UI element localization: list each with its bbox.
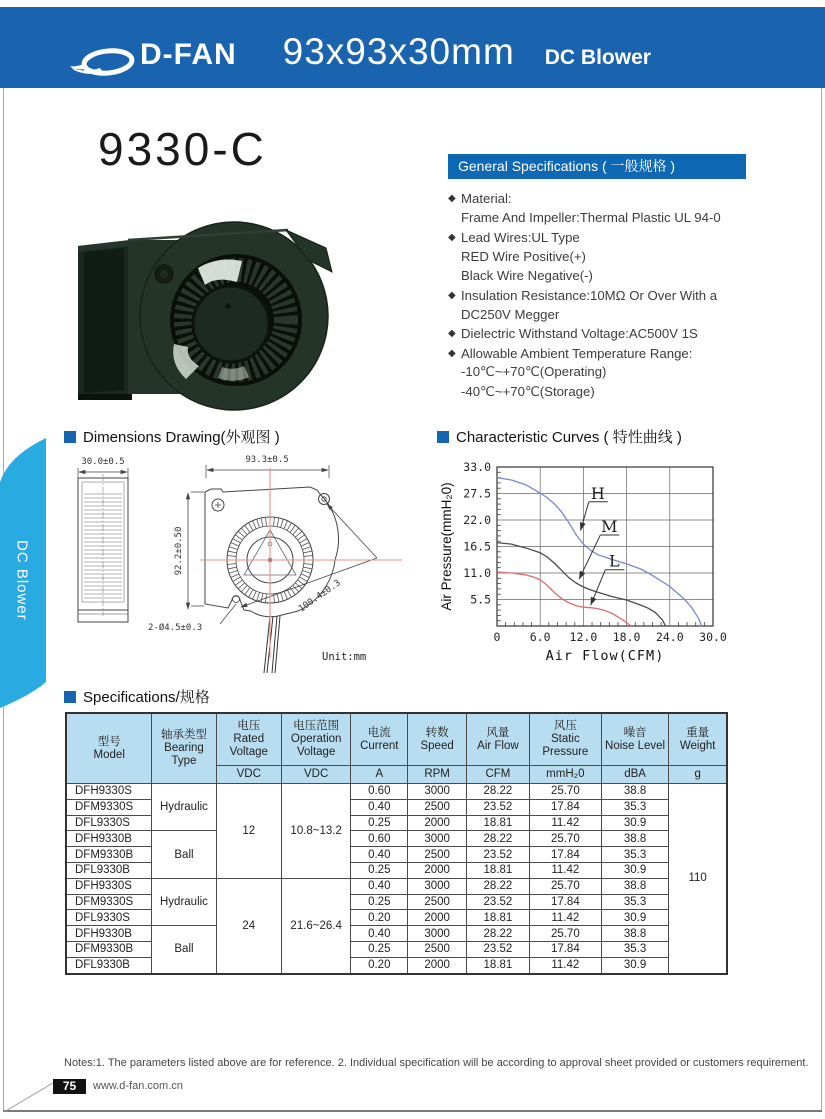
value-cell: 30.9 — [601, 815, 668, 831]
product-photo — [68, 186, 340, 416]
specifications-table — [65, 712, 728, 975]
value-cell: Hydraulic — [152, 784, 216, 831]
spec-line-text: Allowable Ambient Temperature Range: — [461, 345, 693, 361]
column-unit: VDC — [281, 766, 350, 784]
column-header: 风量 Air Flow — [467, 713, 530, 766]
spec-line-text: RED Wire Positive(+) — [461, 249, 586, 265]
value-cell: 25.70 — [529, 784, 601, 800]
column-unit: VDC — [216, 766, 281, 784]
spec-line — [448, 382, 820, 401]
value-cell: 2000 — [408, 815, 467, 831]
value-cell: 38.8 — [601, 878, 668, 894]
value-cell: Ball — [152, 926, 216, 974]
value-cell: 35.3 — [601, 894, 668, 910]
product-size: 93x93x30mm — [282, 31, 515, 72]
diamond-bullet-icon: ◆ — [448, 328, 456, 340]
spec-line — [448, 324, 820, 343]
value-cell: 28.22 — [467, 831, 530, 847]
model-cell: DFH9330S — [66, 878, 152, 894]
section-bullet-icon — [437, 431, 449, 443]
dim-front-width: 93.3±0.5 — [245, 455, 289, 465]
dim-diagonal: 100.4±0.3 — [297, 578, 343, 615]
x-axis-label: Air Flow(CFM) — [545, 648, 665, 664]
value-cell: 2500 — [408, 847, 467, 863]
curves-heading — [437, 426, 682, 447]
value-cell: 28.22 — [467, 926, 530, 942]
value-cell: 17.84 — [529, 799, 601, 815]
brand-name: D-FAN — [140, 38, 237, 71]
diamond-bullet-icon: ◆ — [448, 347, 456, 359]
diamond-bullet-icon: ◆ — [448, 289, 456, 301]
column-header: 转数 Speed — [408, 713, 467, 766]
dim-holes: 2-Ø4.5±0.3 — [148, 623, 203, 633]
diamond-bullet-icon: ◆ — [448, 193, 456, 205]
value-cell: 2500 — [408, 941, 467, 957]
specs-heading-label: Specifications/规格 — [83, 689, 210, 706]
column-unit: g — [669, 766, 727, 784]
value-cell: 0.40 — [351, 847, 408, 863]
value-cell: 25.70 — [529, 878, 601, 894]
value-cell: 3000 — [408, 831, 467, 847]
page-header — [0, 7, 825, 88]
characteristic-curves-chart — [437, 450, 825, 670]
page-border-bottom — [3, 1110, 822, 1112]
value-cell: 18.81 — [467, 957, 530, 973]
spec-line — [448, 363, 820, 382]
notes-text: Notes:1. The parameters listed above are for reference. 2. Individual specification will be according to approval sheet provided or customers requirement. — [64, 1057, 809, 1069]
column-unit: CFM — [467, 766, 530, 784]
svg-text:27.5: 27.5 — [463, 486, 491, 501]
spec-line-text: Dielectric Withstand Voltage:AC500V 1S — [461, 326, 698, 342]
dfan-logo-icon — [70, 46, 136, 80]
value-cell: 30.9 — [601, 862, 668, 878]
value-cell: 35.3 — [601, 799, 668, 815]
value-cell: 23.52 — [467, 941, 530, 957]
value-cell: 0.60 — [351, 784, 408, 800]
table-row — [66, 784, 727, 800]
value-cell: 110 — [669, 784, 727, 974]
value-cell: 11.42 — [529, 815, 601, 831]
value-cell: 0.40 — [351, 878, 408, 894]
model-cell: DFL9330B — [66, 862, 152, 878]
spec-line-text: -10℃~+70℃(Operating) — [461, 364, 607, 380]
value-cell: 30.9 — [601, 910, 668, 926]
general-specs-list — [448, 189, 820, 401]
value-cell: 11.42 — [529, 910, 601, 926]
model-cell: DFH9330B — [66, 926, 152, 942]
value-cell: 3000 — [408, 878, 467, 894]
value-cell: 0.25 — [351, 815, 408, 831]
spec-line — [448, 285, 820, 304]
value-cell: 10.8~13.2 — [281, 784, 350, 879]
svg-text:11.0: 11.0 — [463, 566, 491, 580]
value-cell: 38.8 — [601, 784, 668, 800]
model-cell: DFL9330S — [66, 815, 152, 831]
value-cell: 28.22 — [467, 878, 530, 894]
dimensions-drawing — [58, 448, 438, 693]
value-cell: 30.9 — [601, 957, 668, 973]
svg-text:5.5: 5.5 — [470, 592, 491, 607]
column-header: 电压 Rated Voltage — [216, 713, 281, 766]
value-cell: 11.42 — [529, 862, 601, 878]
dimensions-heading — [64, 426, 280, 447]
spec-line — [448, 266, 820, 285]
column-header: 重量 Weight — [669, 713, 727, 766]
value-cell: 18.81 — [467, 910, 530, 926]
column-header: 轴承类型 Bearing Type — [152, 713, 216, 784]
model-cell: DFM9330S — [66, 799, 152, 815]
column-header: 电流 Current — [351, 713, 408, 766]
value-cell: 2000 — [408, 862, 467, 878]
svg-text:16.5: 16.5 — [463, 539, 491, 554]
spec-line-text: Black Wire Negative(-) — [461, 268, 593, 284]
value-cell: 0.40 — [351, 799, 408, 815]
svg-text:0: 0 — [493, 630, 501, 644]
y-axis-label: Air Pressure(mmH₂0) — [439, 482, 454, 611]
spec-line-text: -40℃~+70℃(Storage) — [461, 383, 595, 399]
model-cell: DFL9330S — [66, 910, 152, 926]
spec-line-text: Material: — [461, 191, 512, 207]
dim-unit-label: Unit:mm — [322, 651, 367, 663]
curves-heading-label: Characteristic Curves ( 特性曲线 ) — [456, 429, 682, 446]
value-cell: 17.84 — [529, 847, 601, 863]
value-cell: 0.25 — [351, 894, 408, 910]
value-cell: 0.25 — [351, 862, 408, 878]
spec-line — [448, 343, 820, 362]
value-cell: 12 — [216, 784, 281, 879]
spec-line-text: DC250V Megger — [461, 306, 560, 322]
website-url: www.d-fan.com.cn — [93, 1080, 183, 1092]
curve-M — [497, 543, 665, 626]
dim-side-width: 30.0±0.5 — [81, 457, 125, 467]
dim-front-height: 92.2±0.50 — [174, 526, 184, 576]
curve-label-M: M — [601, 517, 618, 537]
value-cell: 17.84 — [529, 894, 601, 910]
value-cell: 23.52 — [467, 847, 530, 863]
curve-label-L: L — [609, 551, 620, 571]
column-header: 风压 Static Pressure — [529, 713, 601, 766]
value-cell: 0.25 — [351, 941, 408, 957]
spec-line-text: Insulation Resistance:10MΩ Or Over With a — [461, 287, 718, 303]
value-cell: 2000 — [408, 957, 467, 973]
value-cell: 11.42 — [529, 957, 601, 973]
svg-text:6.0: 6.0 — [529, 630, 551, 644]
model-cell: DFM9330B — [66, 941, 152, 957]
curve-L — [497, 572, 631, 626]
value-cell: 2000 — [408, 910, 467, 926]
model-cell: DFH9330S — [66, 784, 152, 800]
curve-label-H: H — [590, 483, 605, 503]
svg-text:18.0: 18.0 — [612, 630, 641, 644]
column-header: 电压范围 Operation Voltage — [281, 713, 350, 766]
value-cell: 0.40 — [351, 926, 408, 942]
value-cell: Ball — [152, 831, 216, 878]
column-header: 型号 Model — [66, 713, 152, 784]
value-cell: Hydraulic — [152, 878, 216, 925]
value-cell: 17.84 — [529, 941, 601, 957]
model-cell: DFM9330S — [66, 894, 152, 910]
spec-line-text: Frame And Impeller:Thermal Plastic UL 94-0 — [461, 210, 721, 226]
svg-text:22.0: 22.0 — [463, 513, 491, 527]
model-cell: DFM9330B — [66, 847, 152, 863]
page-number: 75 — [53, 1079, 86, 1094]
svg-text:30.0: 30.0 — [699, 630, 727, 644]
value-cell: 38.8 — [601, 926, 668, 942]
value-cell: 25.70 — [529, 831, 601, 847]
svg-text:12.0: 12.0 — [569, 630, 598, 644]
value-cell: 21.6~26.4 — [281, 878, 350, 973]
column-unit: mmH₂0 — [529, 766, 601, 784]
value-cell: 35.3 — [601, 941, 668, 957]
value-cell: 38.8 — [601, 831, 668, 847]
dc-blower-tab-label: DC Blower — [13, 539, 31, 621]
svg-text:33.0: 33.0 — [463, 460, 491, 474]
product-type: DC Blower — [544, 46, 651, 69]
model-cell: DFH9330B — [66, 831, 152, 847]
value-cell: 2500 — [408, 799, 467, 815]
value-cell: 3000 — [408, 784, 467, 800]
spec-line — [448, 208, 820, 227]
table-row — [66, 878, 727, 894]
column-unit: RPM — [408, 766, 467, 784]
value-cell: 2500 — [408, 894, 467, 910]
general-specs-title: General Specifications ( 一般规格 ) — [448, 154, 746, 179]
value-cell: 25.70 — [529, 926, 601, 942]
table-row — [66, 926, 727, 942]
spec-line — [448, 247, 820, 266]
value-cell: 23.52 — [467, 894, 530, 910]
model-title: 9330-C — [98, 123, 267, 175]
column-header: 噪音 Noise Level — [601, 713, 668, 766]
spec-line-text: Lead Wires:UL Type — [461, 229, 580, 245]
value-cell: 35.3 — [601, 847, 668, 863]
value-cell: 3000 — [408, 926, 467, 942]
value-cell: 0.60 — [351, 831, 408, 847]
column-unit: A — [351, 766, 408, 784]
section-bullet-icon — [64, 431, 76, 443]
svg-text:24.0: 24.0 — [655, 630, 684, 644]
spec-line — [448, 305, 820, 324]
spec-line — [448, 228, 820, 247]
table-row — [66, 831, 727, 847]
value-cell: 18.81 — [467, 815, 530, 831]
value-cell: 23.52 — [467, 799, 530, 815]
value-cell: 0.20 — [351, 910, 408, 926]
value-cell: 0.20 — [351, 957, 408, 973]
diamond-bullet-icon: ◆ — [448, 231, 456, 243]
model-cell: DFL9330B — [66, 957, 152, 973]
value-cell: 18.81 — [467, 862, 530, 878]
spec-line — [448, 189, 820, 208]
column-unit: dBA — [601, 766, 668, 784]
value-cell: 28.22 — [467, 784, 530, 800]
value-cell: 24 — [216, 878, 281, 973]
dimensions-heading-label: Dimensions Drawing(外观图 ) — [83, 429, 280, 446]
